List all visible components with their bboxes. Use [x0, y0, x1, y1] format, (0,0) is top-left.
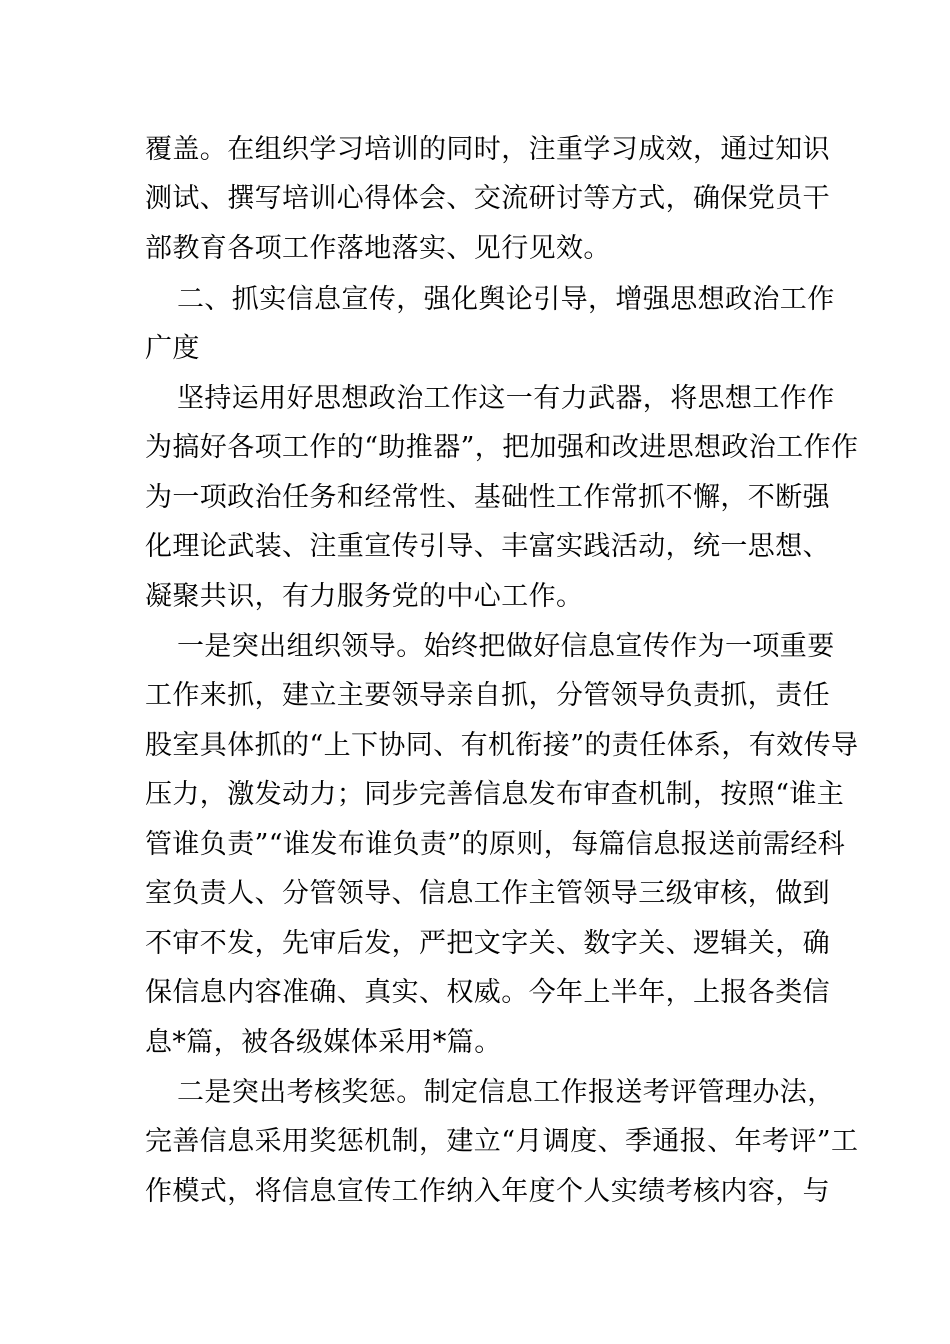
- paragraph-5-line-1: 二是突出考核奖惩。制定信息工作报送考评管理办法，: [177, 1077, 835, 1108]
- section-heading-line-2: 广度: [145, 333, 200, 364]
- section-heading-line-1: 二、抓实信息宣传，强化舆论引导，增强思想政治工作: [177, 284, 835, 315]
- paragraph-4-line-5: 管谁负责”“谁发布谁负责”的原则，每篇信息报送前需经科: [145, 829, 846, 860]
- paragraph-4-line-1: 一是突出组织领导。始终把做好信息宣传作为一项重要: [177, 631, 835, 662]
- paragraph-4-line-8: 保信息内容准确、真实、权威。今年上半年，上报各类信: [145, 977, 830, 1008]
- paragraph-3-line-4: 化理论武装、注重宣传引导、丰富实践活动，统一思想、: [145, 531, 830, 562]
- paragraph-5-line-3: 作模式，将信息宣传工作纳入年度个人实绩考核内容，与: [145, 1176, 830, 1207]
- paragraph-4-line-6: 室负责人、分管领导、信息工作主管领导三级审核，做到: [145, 878, 830, 909]
- paragraph-4-line-9: 息*篇，被各级媒体采用*篇。: [145, 1027, 502, 1058]
- paragraph-4-line-3: 股室具体抓的“上下协同、有机衔接”的责任体系，有效传导: [145, 730, 859, 761]
- paragraph-5-line-2: 完善信息采用奖惩机制，建立“月调度、季通报、年考评”工: [145, 1126, 859, 1157]
- paragraph-3-line-2: 为搞好各项工作的“助推器”，把加强和改进思想政治工作作: [145, 432, 859, 463]
- paragraph-3-line-1: 坚持运用好思想政治工作这一有力武器，将思想工作作: [177, 383, 835, 414]
- paragraph-1-line-2: 测试、撰写培训心得体会、交流研讨等方式，确保党员干: [145, 183, 830, 214]
- paragraph-3-line-3: 为一项政治任务和经常性、基础性工作常抓不懈，不断强: [145, 482, 830, 513]
- paragraph-4-line-2: 工作来抓，建立主要领导亲自抓，分管领导负责抓，责任: [145, 680, 830, 711]
- paragraph-4-line-4: 压力，激发动力；同步完善信息发布审查机制，按照“谁主: [145, 779, 845, 810]
- paragraph-1-line-1: 覆盖。在组织学习培训的同时，注重学习成效，通过知识: [145, 134, 830, 165]
- paragraph-1-line-3: 部教育各项工作落地落实、见行见效。: [145, 233, 611, 264]
- paragraph-3-line-5: 凝聚共识，有力服务党的中心工作。: [145, 581, 584, 612]
- paragraph-4-line-7: 不审不发，先审后发，严把文字关、数字关、逻辑关，确: [145, 928, 830, 959]
